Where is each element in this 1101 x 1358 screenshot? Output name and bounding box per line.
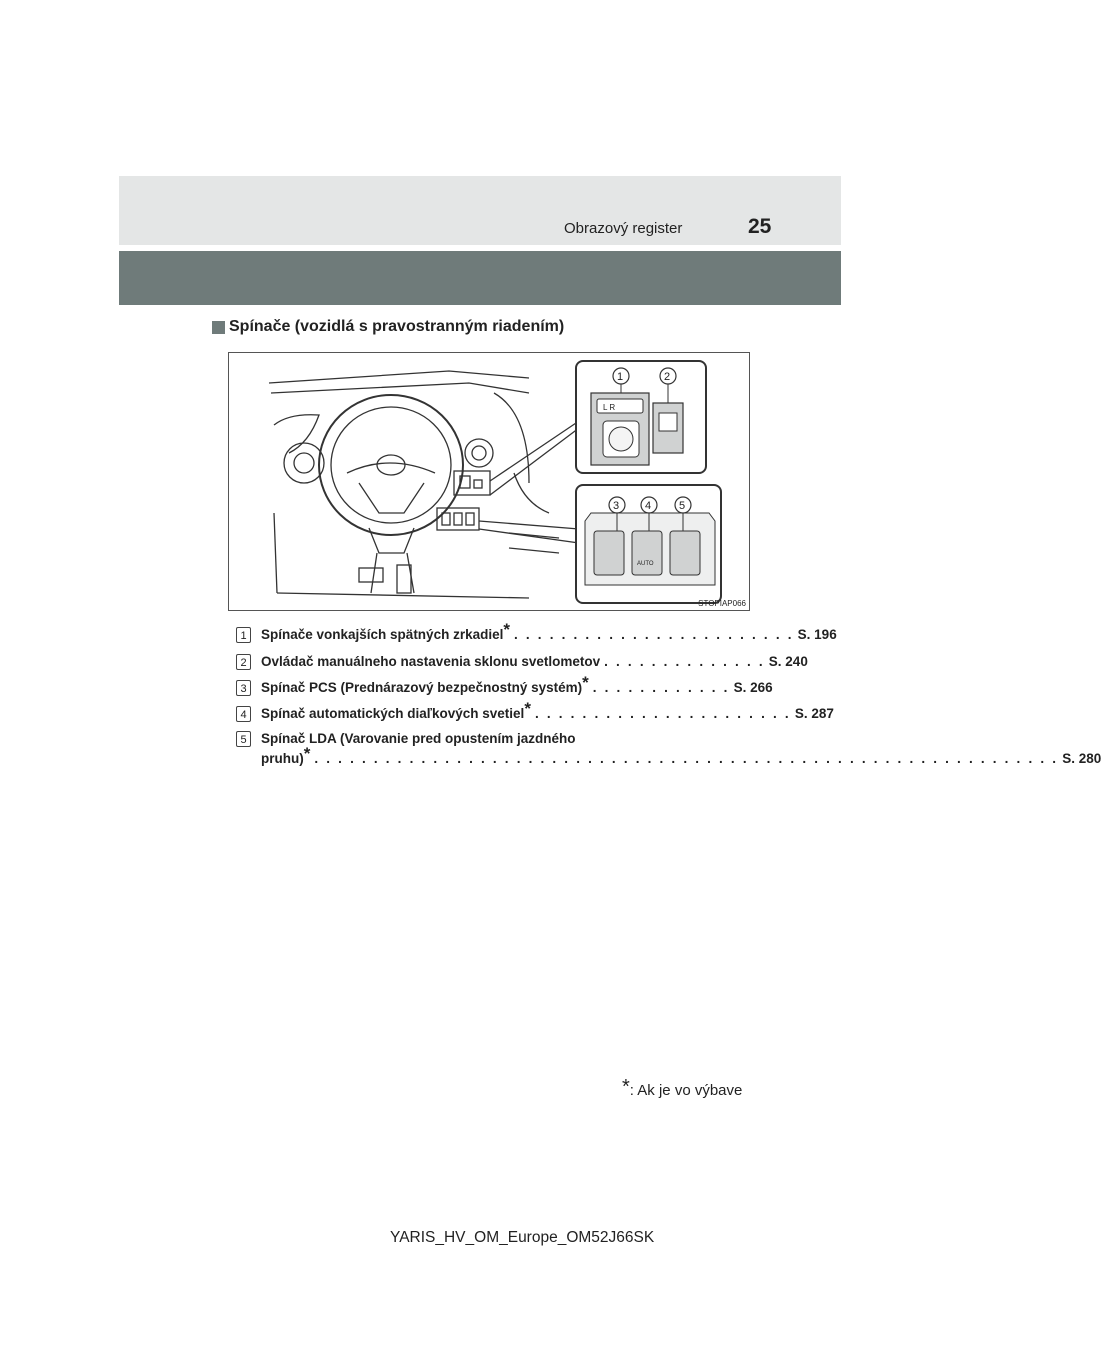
list-item	[236, 620, 837, 643]
list-item	[236, 699, 834, 722]
callout-4: 4	[645, 500, 652, 512]
mirror-lr-label: L R	[603, 403, 616, 412]
item-page: S. 266	[733, 680, 773, 695]
header-band	[119, 176, 841, 245]
switch-illustration	[228, 352, 750, 611]
item-star: *	[524, 699, 531, 718]
footnote-text: : Ak je vo výbave	[629, 1082, 743, 1099]
item-label-line1: Spínač LDA (Varovanie pred opustením jazdného	[261, 731, 576, 746]
dashboard-drawing	[229, 353, 751, 612]
item-label: Ovládač manuálneho nastavenia sklonu svetlometov	[261, 654, 601, 669]
section-heading	[212, 318, 564, 336]
item-number: 2	[236, 654, 251, 670]
item-label: Spínače vonkajších spätných zrkadiel	[261, 627, 504, 642]
callout-2: 2	[664, 371, 671, 383]
item-page: S. 240	[768, 654, 808, 669]
item-star: *	[303, 744, 311, 763]
section-heading-text: Spínače (vozidlá s pravostranným riadením)	[229, 318, 565, 335]
item-dots: . . . . . . . . . . . . . . . . . . . . . .	[534, 706, 791, 721]
item-number: 3	[236, 680, 251, 696]
item-number: 1	[236, 627, 251, 643]
footnote	[622, 1076, 743, 1099]
item-label-line2: pruhu)	[261, 751, 304, 766]
list-item	[236, 654, 808, 670]
footer-code: YARIS_HV_OM_Europe_OM52J66SK	[390, 1229, 655, 1246]
header-title: Obrazový register	[564, 220, 683, 237]
item-star: *	[582, 673, 589, 692]
list-item	[236, 673, 773, 696]
list-item	[236, 731, 1101, 766]
auto-label: AUTO	[637, 561, 654, 567]
footnote-star: *	[622, 1076, 630, 1098]
item-number: 5	[236, 731, 251, 747]
item-dots: . . . . . . . . . . . . . .	[604, 654, 765, 669]
item-page: S. 280	[1062, 751, 1101, 766]
section-band	[119, 251, 841, 305]
item-label: Spínač PCS (Prednárazový bezpečnostný systém)	[261, 680, 583, 695]
item-dots: . . . . . . . . . . . . . . . . . . . . . . . .	[513, 627, 794, 642]
figure-code: STOPIAP066	[698, 599, 746, 608]
item-dots: . . . . . . . . . . . . . . . . . . . . . . . . . . . . . . . . . . . . . . . . . . . . . . . . . . . . . . . . . . . . . . .	[314, 751, 1059, 766]
item-dots: . . . . . . . . . . . .	[592, 680, 730, 695]
page-number: 25	[748, 215, 772, 238]
item-label: Spínač automatických diaľkových svetiel	[261, 706, 525, 721]
callout-3: 3	[613, 500, 620, 512]
callout-5: 5	[679, 500, 686, 512]
heading-square-icon	[212, 321, 225, 334]
item-number: 4	[236, 706, 251, 722]
item-page: S. 196	[797, 627, 837, 642]
item-page: S. 287	[794, 706, 834, 721]
item-star: *	[503, 620, 510, 639]
callout-1: 1	[617, 371, 624, 383]
